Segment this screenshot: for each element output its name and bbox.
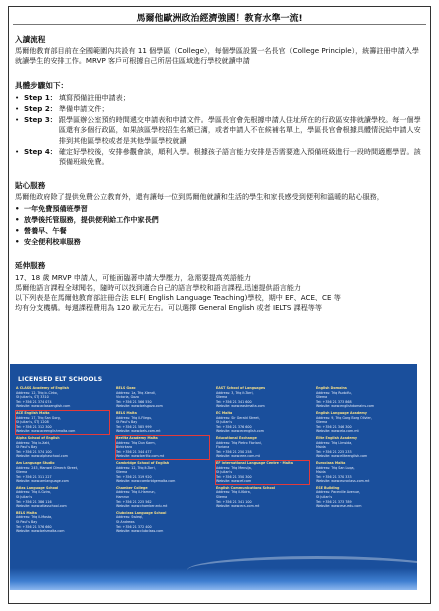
school-entry: [16, 411, 109, 434]
school-name: BELS Malta: [16, 510, 37, 515]
school-detail: Website: www.ef.com: [216, 479, 252, 484]
school-detail: St Julian's: [216, 420, 233, 425]
school-detail: Website: www.eee.com.mt: [216, 454, 260, 459]
school-name: Cambridge School of English: [116, 460, 170, 465]
school-detail: Tel: +356 21 341 600: [216, 399, 252, 404]
school-name: English Domains: [316, 386, 347, 390]
school-entry: [16, 386, 109, 409]
school-detail: Address: 12, Triq it-Torri,: [116, 465, 156, 470]
school-detail: Website: www.alphaschool.com: [16, 454, 68, 459]
bullet-dot: •: [15, 214, 20, 224]
school-detail: Address: 17, Triq San Gorg,: [16, 415, 61, 420]
school-name: BELS Malta: [116, 410, 137, 415]
school-name: BELS Gozo: [116, 386, 136, 390]
school-detail: Address: Triq Mensija,: [216, 465, 252, 470]
service-item: [15, 226, 424, 236]
school-detail: Tel: +356 21 250 258: [216, 449, 252, 454]
school-detail: Tel: +356 21 341 100: [216, 499, 252, 504]
school-detail: Tel: +356 21 373 868: [316, 399, 352, 404]
page-title: 馬爾他歐洲政治經濟強國！教育水準一流!: [13, 7, 426, 25]
school-name: Atlas Language School: [16, 485, 59, 490]
school-detail: Tel: +356 21 225 233: [316, 449, 352, 454]
school-entry: [116, 411, 209, 434]
school-detail: Tel: +356 21 370 333: [316, 474, 352, 479]
school-entry: [316, 436, 409, 459]
service-text: 一年免費預備班學習: [24, 203, 88, 213]
school-entry: [116, 386, 209, 409]
school-detail: Website: www.atlasschool.com: [16, 504, 67, 509]
school-detail: Address: Triq il-Hamrun,: [116, 490, 156, 495]
school-detail: Tel: +356 21 312 300: [16, 424, 52, 429]
school-detail: Address: 3, Triq it-Torri,: [216, 390, 254, 395]
school-detail: Website: www.belsgozo.com: [116, 404, 163, 409]
school-detail: Tel: +356 21 372 400: [116, 524, 152, 529]
bullet-dot: •: [15, 237, 20, 247]
school-detail: Birkirkara: [116, 445, 132, 450]
service-item: [15, 215, 424, 225]
school-detail: Msida: [316, 470, 326, 475]
school-detail: Website: www.aceenglishmalta.com: [16, 429, 76, 434]
school-detail: Address: 1a, Triq Xlendi,: [116, 390, 156, 395]
service-text: 安全便利校車服務: [24, 237, 81, 247]
school-detail: Sliema: [116, 470, 128, 475]
school-name: Elite English Academy: [316, 435, 358, 440]
school-entry: [216, 486, 309, 509]
school-column: [216, 386, 309, 511]
school-detail: Address: Triq il-Kbira,: [216, 490, 251, 495]
school-name: A CLASS Academy of English: [16, 386, 69, 390]
school-detail: Website: www.bels.com.mt: [116, 429, 161, 434]
school-name: Alpha School of English: [16, 435, 60, 440]
school-detail: Website: www.ese-edu.com: [316, 504, 362, 509]
school-detail: Address: Triq l-Imsida,: [316, 440, 353, 445]
step-text: 跟學區辦公室預約時間遞交申請表和申請文件。學區長官會先根據申請人住址所在的行政區安排就讀學校。每一個學區還有多個行政區，如果該區學校招生名額已滿，或者申請人不在候補名單上，學區長官會根據具體情況給申請人安排到其他區學校或者是其他學區學校就讀: [58, 115, 421, 145]
steps-list: [15, 93, 424, 167]
school-detail: Msida: [316, 445, 326, 450]
services-heading: 貼心服務: [15, 181, 46, 191]
services-text: 馬爾他政府除了提供免費公立教育外，還有讓每一位到馬爾他就讀和生活的學生和家長感受到便利和溫暖的貼心服務，: [15, 192, 384, 202]
school-detail: Address: Triq San Luqa,: [316, 465, 355, 470]
school-entry: [16, 436, 109, 459]
school-detail: St Julian's, STJ 3310: [16, 395, 49, 400]
school-detail: Tel: +356 21 374 074: [16, 399, 52, 404]
school-name: Am Language Studio: [16, 460, 55, 465]
school-detail: Tel: +356 21 225 562: [116, 499, 152, 504]
school-detail: Address: Triq Dun Karm,: [116, 440, 156, 445]
school-column: [116, 386, 209, 536]
step-item: [15, 147, 424, 167]
school-entry: [216, 386, 309, 409]
step-label: Step 2：: [24, 104, 57, 114]
extended-line: 馬爾他語言課程全球聞名，隨時可以找到適合自己的語言學校和語言課程,迅速提供語言能力: [15, 282, 302, 292]
school-detail: Address: Triq Rudolfu,: [316, 390, 352, 395]
school-name: Chamber College: [116, 485, 148, 490]
document-body: [9, 25, 430, 313]
school-detail: Sliema: [216, 395, 228, 400]
bullet-dot: •: [15, 203, 20, 213]
extended-line: 17、18 歲 MRVP 申請人，可能面臨著申請大學壓力，急需要提高英語能力: [15, 272, 252, 282]
school-column: [16, 386, 109, 536]
school-name: ESE Building: [316, 485, 340, 490]
school-detail: Tel: +356 21 319 920: [116, 474, 152, 479]
school-entry: [116, 486, 209, 509]
bullet-dot: •: [15, 92, 20, 102]
intro-text: 馬爾他教育部目前在全國範圍內共設有 11 個學區（College），每個學區設置一名長官（College Principle），統籌註冊申請入學就讀學生的安排工作。MRVP 客戶可根據自己所居住區域進行學校就讀申請: [15, 46, 419, 66]
service-item: [15, 204, 424, 214]
school-name: Euroclass Malta: [316, 460, 346, 465]
school-detail: Sliema: [316, 395, 328, 400]
school-detail: Tel: +356 21 574 100: [16, 449, 52, 454]
extended-line: 均有分支機構。每週課程費用為 120 歐元左右。可以選擇 General English 或者 IELTS 課程等等: [15, 303, 322, 313]
school-detail: Tel: +356 21 585 999: [116, 424, 152, 429]
school-entry: [116, 461, 209, 484]
school-detail: St Andrews: [116, 520, 135, 525]
steps-heading: 具體步驟如下：: [15, 80, 69, 90]
school-detail: Tel: +356 21 311 227: [16, 474, 52, 479]
school-detail: Floriana: [216, 445, 230, 450]
school-entry: [116, 511, 209, 534]
school-detail: Address: Triq il-Mosta,: [16, 515, 53, 520]
school-entry: [16, 486, 109, 509]
school-detail: St Julian's: [216, 470, 233, 475]
step-label: Step 1：: [24, 92, 57, 102]
extended-text: [15, 273, 424, 314]
school-detail: Tel: +356 21 346 300: [316, 424, 352, 429]
school-entry: [316, 386, 409, 409]
school-detail: Website: www.chamber.edu.mt: [116, 504, 168, 509]
school-detail: Tel: +356 21 566 550: [116, 399, 152, 404]
school-detail: Tel: +356 21 373 789: [316, 499, 352, 504]
school-column: [316, 386, 409, 511]
school-detail: Hamrun: [116, 495, 130, 500]
licensed-schools-heading: LICENSED ELT SCHOOLS: [18, 376, 103, 383]
school-detail: Tel: +356 21 376 600: [216, 424, 252, 429]
school-detail: Website: www.ecenglish.com: [216, 429, 264, 434]
school-detail: St Julian's, STJ 1208: [16, 420, 49, 425]
school-detail: Website: www.berlitz.com.mt: [116, 454, 165, 459]
school-detail: St Julian's: [16, 495, 33, 500]
school-detail: Address: 9, Triq Gorg Borg Olivier,: [316, 415, 372, 420]
step-item: [15, 104, 424, 114]
school-name: ACE English Malta: [16, 410, 50, 415]
school-name: EC Malta: [216, 410, 233, 415]
school-detail: Tel: +356 21 350 300: [216, 474, 252, 479]
school-detail: Website: www.englishdomains.com: [316, 404, 375, 409]
school-detail: St Paul's Bay: [16, 445, 38, 450]
service-text: 放學後托管服務，提供便利給工作中家長們: [24, 214, 159, 224]
school-detail: Address: Triq Pietro Floriani,: [216, 440, 262, 445]
school-entry: [316, 486, 409, 509]
school-detail: Website: www.ecs.com.mt: [216, 504, 260, 509]
bullet-dot: •: [15, 146, 20, 156]
school-entry: [116, 436, 209, 459]
school-name: Educational Exchange: [216, 435, 257, 440]
school-detail: St Julian's: [316, 495, 333, 500]
step-item: [15, 115, 424, 146]
school-detail: Address: Sir Gerald Street,: [216, 415, 260, 420]
service-item: [15, 237, 424, 247]
school-detail: Address: Triq ix-Xatt,: [16, 440, 51, 445]
school-detail: St Paul's Bay: [116, 420, 138, 425]
school-detail: Address: Paceville Avenue,: [316, 490, 361, 495]
school-detail: Sliema: [316, 420, 328, 425]
step-item: [15, 93, 424, 103]
school-detail: Address: Triq il-Fliegu,: [116, 415, 153, 420]
school-entry: [16, 461, 109, 484]
school-detail: Tel: +356 21 576 660: [16, 524, 52, 529]
school-detail: Website: www.eliteenglish.com: [316, 454, 368, 459]
school-entry: [216, 411, 309, 434]
school-detail: Tel: +356 21 344 477: [116, 449, 152, 454]
bullet-dot: •: [15, 226, 20, 236]
service-text: 營養早、午餐: [24, 226, 67, 236]
school-detail: Tel: +356 21 386 116: [16, 499, 52, 504]
school-name: English Communications School: [216, 485, 275, 490]
school-detail: Website: www.eastmalta.com: [216, 404, 265, 409]
step-text: 填寫預備註冊申請表；: [58, 92, 130, 102]
school-detail: Website: www.clubclass.com: [116, 529, 164, 534]
step-label: Step 3：: [24, 115, 57, 125]
school-entry: [216, 436, 309, 459]
school-name: Clubclass Language School: [116, 510, 167, 515]
bullet-dot: •: [15, 115, 20, 125]
school-detail: Address: Triq il-Gzira,: [16, 490, 51, 495]
school-name: English Language Academy: [316, 410, 367, 415]
step-text: 確定好學校後，安排參觀會談，順利入學。根據孩子語言能力安排是否需要進入預備班級進行一段時間適應學習。該預備班級免費。: [58, 146, 421, 167]
school-detail: Website: www.amlanguage.com: [16, 479, 69, 484]
school-detail: Website: www.ela.com.mt: [316, 429, 359, 434]
extended-heading: 延伸服務: [15, 261, 46, 271]
school-detail: St Paul's Bay: [16, 520, 38, 525]
school-detail: Website: www.euroclass.com.mt: [316, 479, 370, 484]
extended-line: 以下列表是在馬爾他教育部註冊合法 ELF( English Language Teaching)學校，期中 EF、ACE、CE 等: [15, 293, 341, 303]
school-detail: Sliema: [216, 495, 228, 500]
licensed-schools-image: [10, 364, 417, 590]
school-detail: Website: www.belsmalta.com: [16, 529, 65, 534]
intro-heading: 入讀流程: [15, 35, 46, 44]
school-detail: Website: www.aclassenglish.com: [16, 404, 71, 409]
step-text: 準備申請文件；: [58, 104, 109, 114]
school-detail: Address: 245, Manwel Dimech Street,: [16, 465, 79, 470]
school-detail: Address: Swieqi,: [116, 515, 144, 520]
school-entry: [216, 461, 309, 484]
school-detail: Address: 12, Triq ic-Cirko,: [16, 390, 58, 395]
step-label: Step 4：: [24, 146, 57, 156]
school-detail: Sliema: [16, 470, 28, 475]
school-name: EAST School of Languages: [216, 386, 266, 390]
bullet-dot: •: [15, 104, 20, 114]
school-name: EF International Language Centre - Malta: [216, 460, 293, 465]
school-detail: Website: www.cambridgemalta.com: [116, 479, 176, 484]
school-entry: [16, 511, 109, 534]
school-entry: [316, 411, 409, 434]
school-detail: Victoria, Gozo: [116, 395, 139, 400]
services-list: [15, 204, 424, 248]
school-name: Berlitz Academy Malta: [116, 435, 158, 440]
school-entry: [316, 461, 409, 484]
